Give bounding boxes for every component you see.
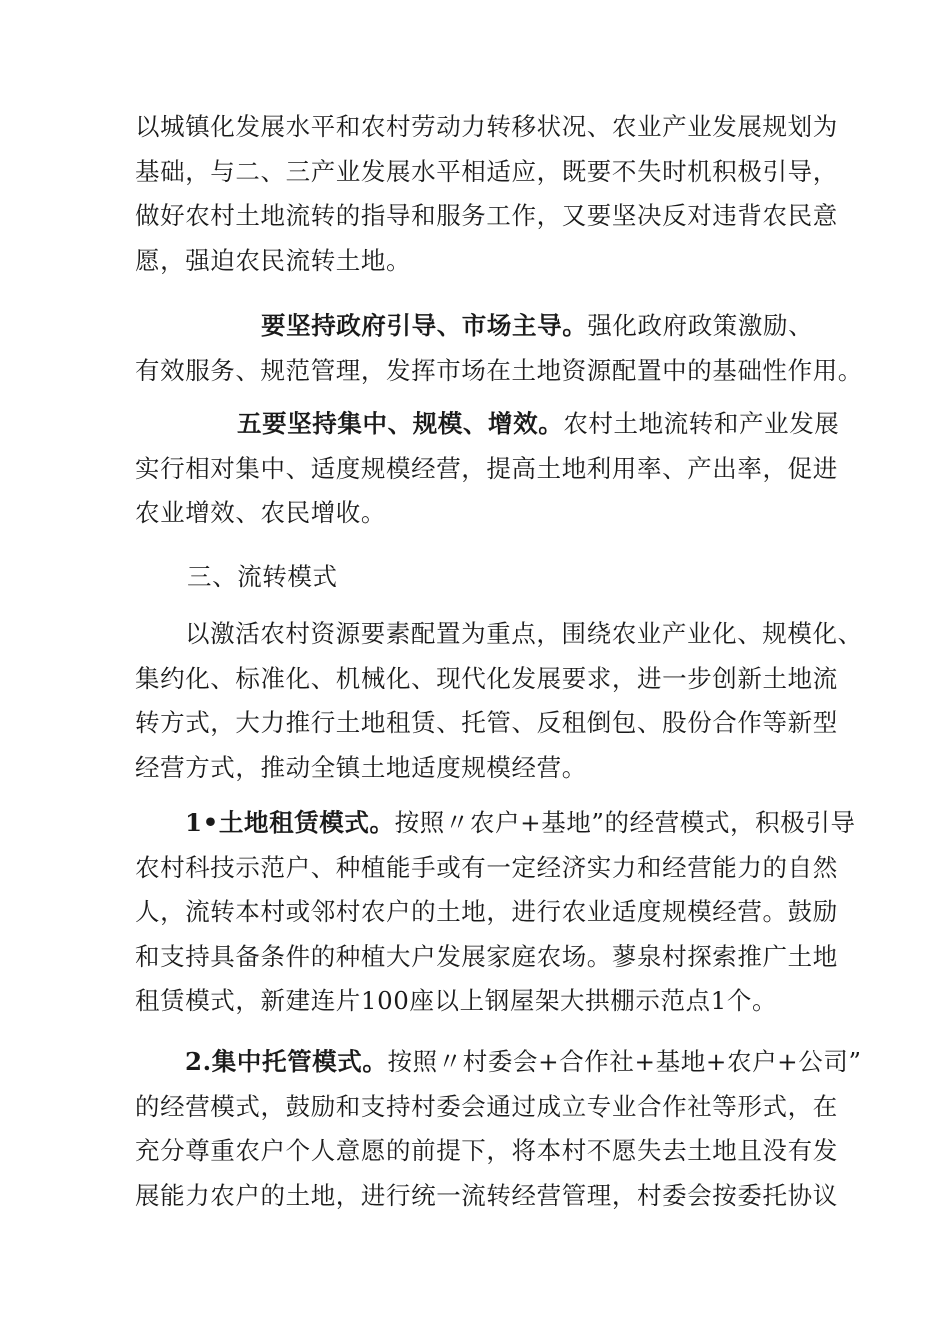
text-run: 以城镇化发展水平和农村劳动力转移状况、农业产业发展规划为 [135, 112, 838, 141]
paragraph-principle-continued [135, 105, 838, 283]
text-run: 租赁模式，新建连片100座以上钢屋架大拱棚示范点1个。 [135, 986, 778, 1015]
text-run: 实行相对集中、适度规模经营，提高土地利用率、产出率，促进 [135, 453, 838, 483]
text-run: 按照〃农户+基地”的经营模式，积极引导 [394, 808, 856, 837]
text-run: 集约化、标准化、机械化、现代化发展要求，进一步创新土地流 [135, 663, 838, 693]
paragraph-scale-efficiency [135, 402, 840, 536]
text-run: 以激活农村资源要素配置为重点，围绕农业产业化、规模化、 [185, 619, 863, 648]
text-run: 按照〃村委会+合作社+基地+农户+公司” [387, 1047, 862, 1076]
text-run: 展能力农户的土地，进行统一流转经营管理，村委会按委托协议 [135, 1180, 838, 1210]
text-line [135, 657, 838, 702]
text-line [135, 402, 840, 447]
text-line [135, 846, 838, 891]
section-heading-transfer-modes [135, 555, 835, 600]
paragraph-centralized-custody-mode [135, 1040, 862, 1218]
text-line [135, 1174, 838, 1219]
text-run: 农村土地流转和产业发展 [563, 409, 840, 438]
text-line [135, 701, 838, 746]
text-line [135, 304, 835, 349]
text-line [135, 491, 835, 536]
text-line [135, 150, 838, 195]
text-run: 有效服务、规范管理，发挥市场在土地资源配置中的基础性作用。 [135, 355, 863, 385]
text-line [135, 447, 838, 492]
text-line [135, 555, 835, 600]
text-line [135, 979, 835, 1024]
text-line [135, 349, 863, 394]
text-run: 强化政府政策激励、 [587, 311, 814, 340]
text-run: 转方式，大力推行土地租赁、托管、反租倒包、股份合作等新型 [135, 708, 838, 737]
text-line [135, 935, 838, 980]
text-line [135, 1085, 838, 1130]
text-run: 充分尊重农户个人意愿的前提下，将本村不愿失去土地且没有发 [135, 1136, 838, 1165]
bold-heading-run: 1•土地租赁模式。 [185, 808, 395, 837]
text-line [135, 801, 856, 846]
text-run: 的经营模式，鼓励和支持村委会通过成立专业合作社等形式，在 [135, 1091, 838, 1121]
text-run: 农村科技示范户、种植能手或有一定经济实力和经营能力的自然 [135, 852, 838, 882]
text-run: 基础，与二、三产业发展水平相适应，既要不失时机积极引导， [135, 156, 838, 186]
text-line [135, 612, 863, 657]
paragraph-government-guidance [135, 304, 863, 393]
heading-text: 三、流转模式 [187, 562, 338, 591]
text-run: 愿，强迫农民流转土地。 [135, 245, 412, 275]
bold-heading-run: 要坚持政府引导、市场主导。 [261, 311, 588, 340]
paragraph-transfer-modes-intro [135, 612, 863, 790]
text-run: 人，流转本村或邻村农户的土地，进行农业适度规模经营。鼓励 [135, 897, 838, 926]
bold-heading-run: 五要坚持集中、规模、增效。 [237, 409, 564, 438]
bold-heading-run: 2.集中托管模式。 [185, 1047, 388, 1076]
text-line [135, 746, 835, 791]
text-line [135, 890, 838, 935]
paragraph-land-lease-mode [135, 801, 856, 1024]
text-run: 经营方式，推动全镇土地适度规模经营。 [135, 752, 587, 782]
text-line [135, 194, 838, 239]
text-line [135, 1040, 862, 1085]
text-run: 农业增效、农民增收。 [135, 498, 386, 527]
text-line [135, 239, 835, 284]
text-run: 做好农村土地流转的指导和服务工作，又要坚决反对违背农民意 [135, 201, 838, 230]
text-line [135, 1129, 838, 1174]
text-line [135, 105, 838, 150]
text-run: 和支持具备条件的种植大户发展家庭农场。蓼泉村探索推广土地 [135, 941, 838, 971]
